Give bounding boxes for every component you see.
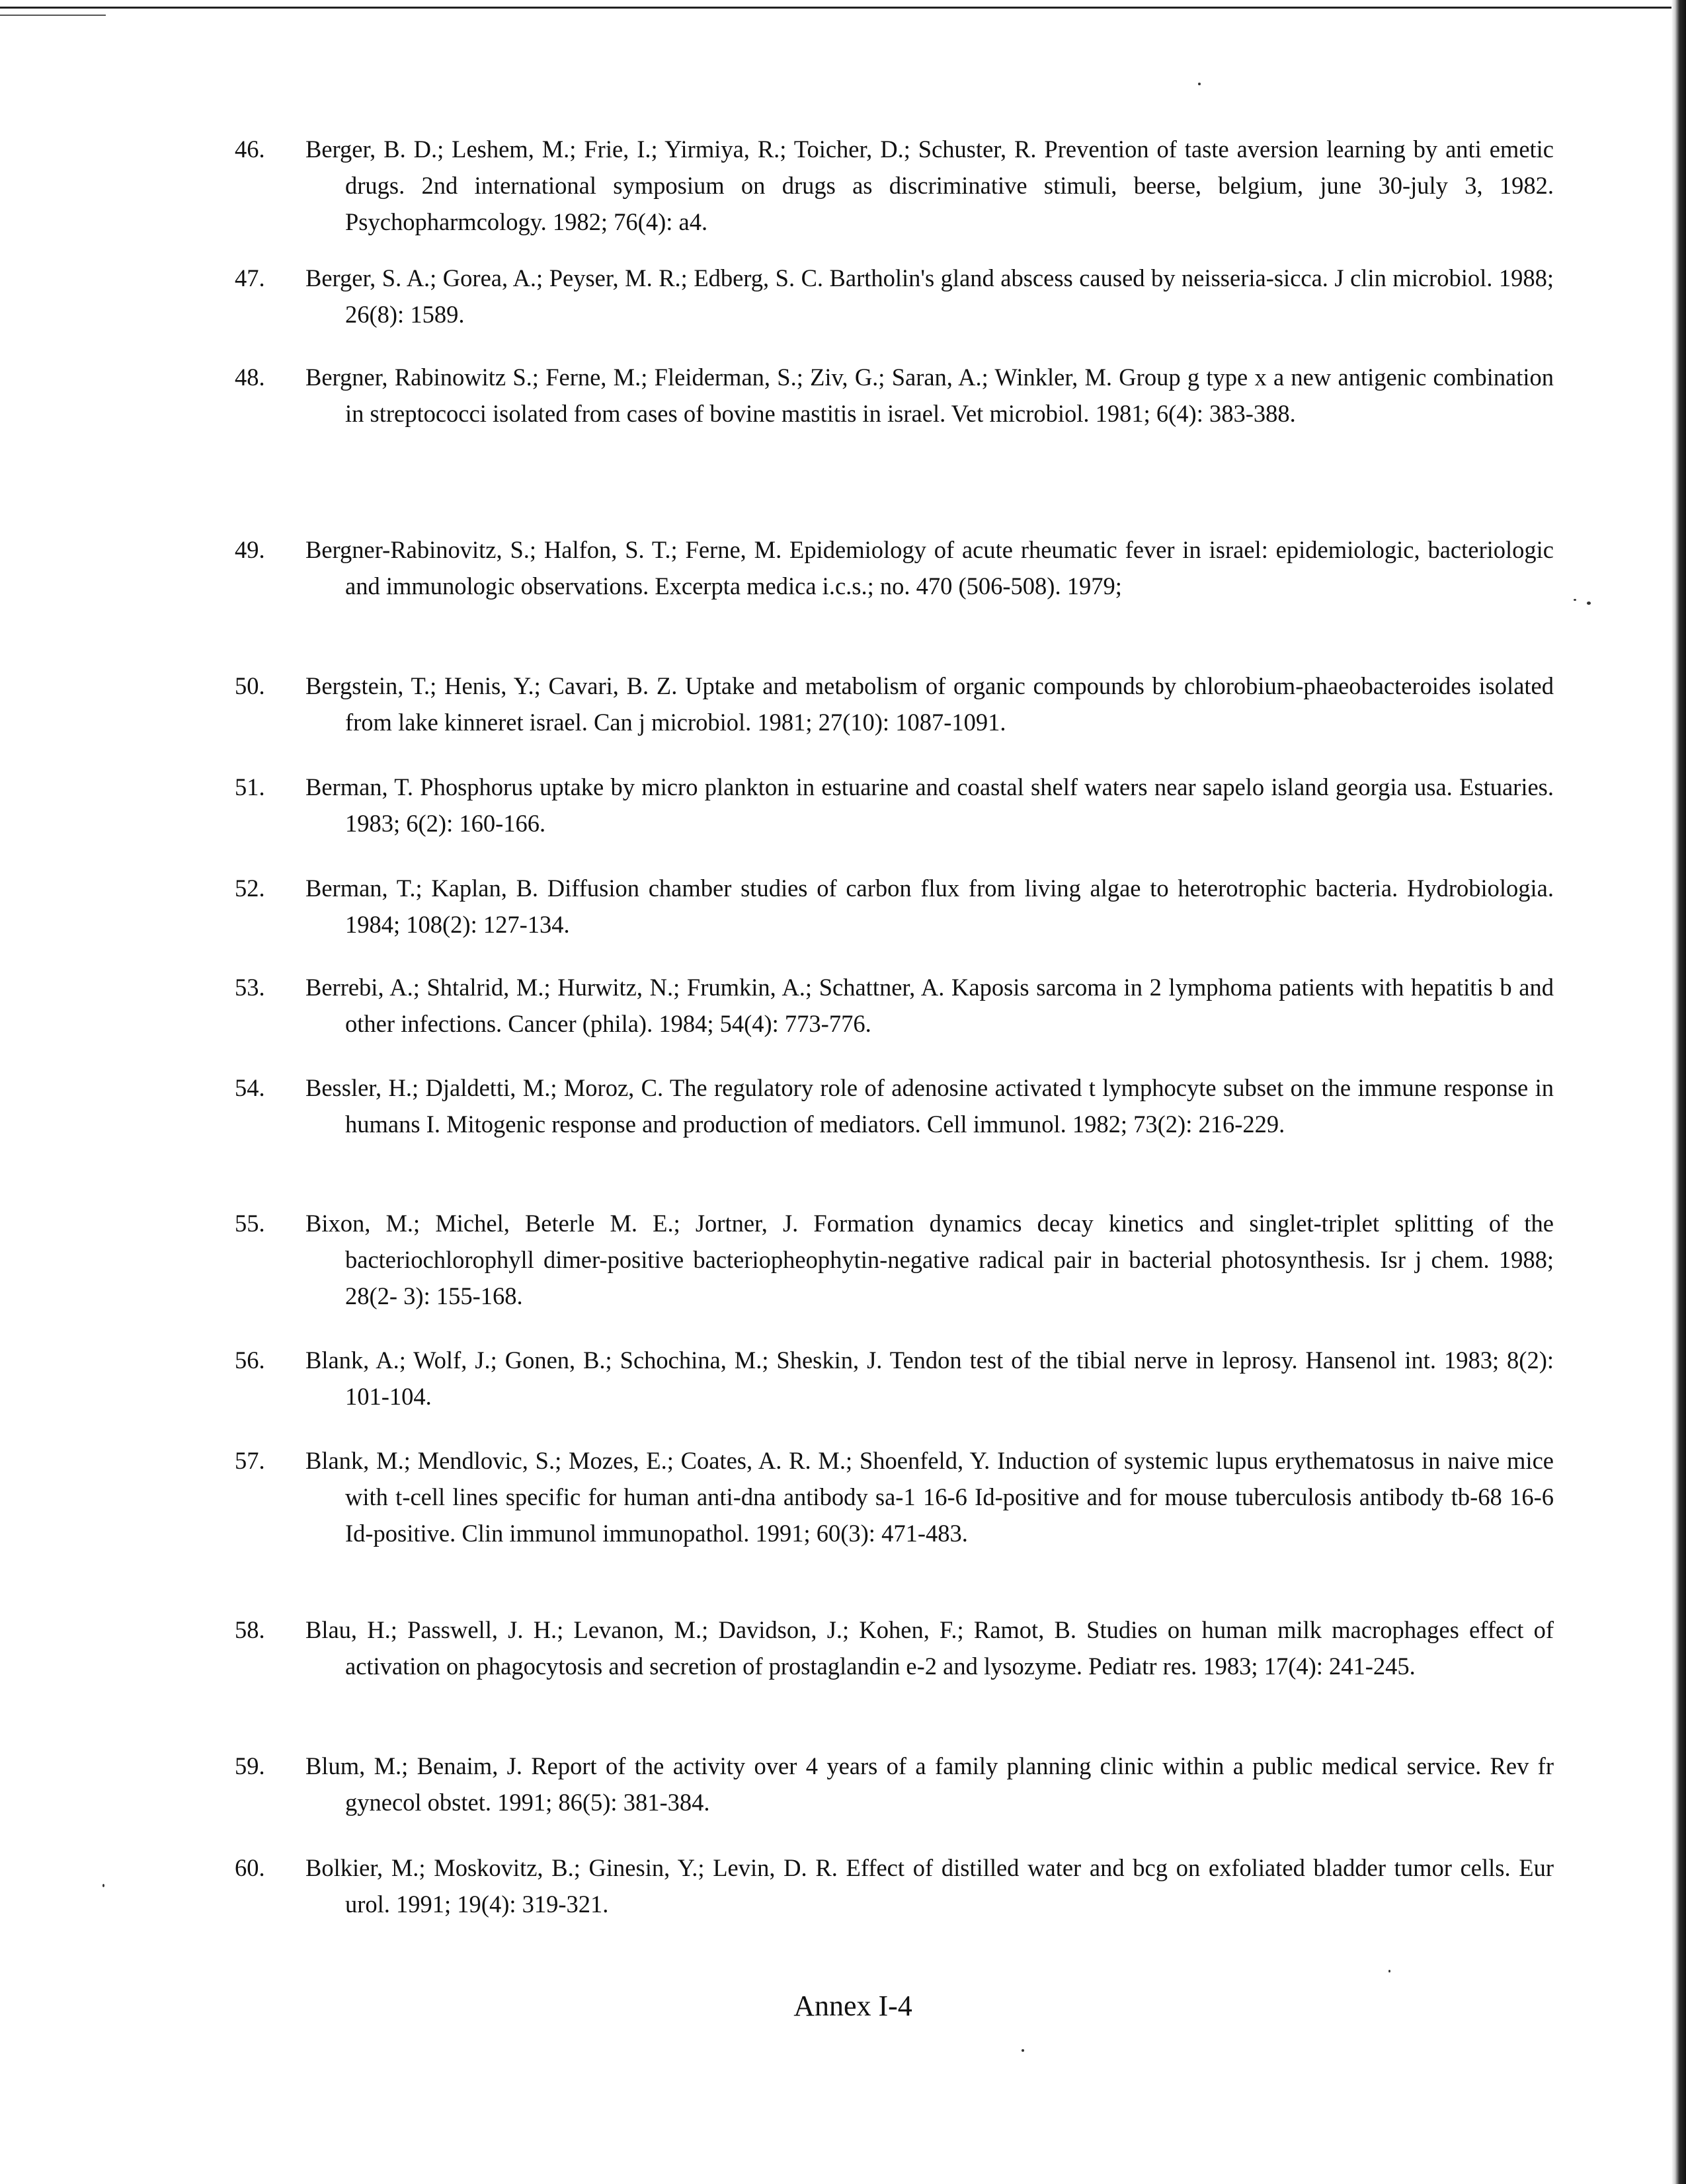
reference-text: Berger, B. D.; Leshem, M.; Frie, I.; Yirmiya, R.; Toicher, D.; Schuster, R. Prevention of taste aversion learning by anti emetic drugs. 2nd international symposium on drugs as discriminative stimuli, beerse, belgium, june 30-july 3, 1982. Psychopharmcology. 1982; 76(4): a4. <box>305 136 1554 235</box>
reference-text: Blank, A.; Wolf, J.; Gonen, B.; Schochina, M.; Sheskin, J. Tendon test of the tibial nerve in leprosy. Hansenol int. 1983; 8(2): 101-104. <box>305 1346 1554 1410</box>
reference-text: Bixon, M.; Michel, Beterle M. E.; Jortner, J. Formation dynamics decay kinetics and singlet-triplet splitting of the bacteriochlorophyll dimer-positive bacteriopheophytin-negative radical pair in bacterial photosynthesis. Isr j chem. 1988; 28(2- 3): 155-168. <box>305 1210 1554 1309</box>
reference-item <box>235 1070 1554 1142</box>
reference-text: Bolkier, M.; Moskovitz, B.; Ginesin, Y.; Levin, D. R. Effect of distilled water and bcg on exfoliated bladder tumor cells. Eur urol. 1991; 19(4): 319-321. <box>305 1854 1554 1918</box>
reference-number: 58. <box>235 1616 265 1643</box>
reference-item <box>235 1442 1554 1551</box>
scan-top-border <box>0 7 1686 9</box>
reference-text: Berrebi, A.; Shtalrid, M.; Hurwitz, N.; Frumkin, A.; Schattner, A. Kaposis sarcoma in 2 lymphoma patients with hepatitis b and other infections. Cancer (phila). 1984; 54(4): 773-776. <box>305 974 1554 1037</box>
reference-text: Bergner-Rabinovitz, S.; Halfon, S. T.; Ferne, M. Epidemiology of acute rheumatic fever in israel: epidemiologic, bacteriologic and immunologic observations. Excerpta medica i.c.s.; no. 470 (506-508). 1979; <box>305 536 1554 600</box>
reference-text: Bergstein, T.; Henis, Y.; Cavari, B. Z. Uptake and metabolism of organic compounds by chlorobium-phaeobacteroides isolated from lake kinneret israel. Can j microbiol. 1981; 27(10): 1087-1091. <box>305 672 1554 736</box>
reference-number: 46. <box>235 136 265 163</box>
reference-number: 50. <box>235 672 265 699</box>
reference-number: 57. <box>235 1447 265 1474</box>
reference-text: Blau, H.; Passwell, J. H.; Levanon, M.; Davidson, J.; Kohen, F.; Ramot, B. Studies on human milk macrophages effect of activation on phagocytosis and secretion of prostaglandin e-2 and lysozyme. Pediatr res. 1983; 17(4): 241-245. <box>305 1616 1554 1680</box>
reference-item <box>235 1205 1554 1314</box>
reference-item <box>235 1748 1554 1820</box>
reference-number: 51. <box>235 773 265 800</box>
scan-speck <box>1574 599 1576 601</box>
scan-right-edge <box>1671 0 1686 2184</box>
reference-text: Berman, T. Phosphorus uptake by micro plankton in estuarine and coastal shelf waters near sapelo island georgia usa. Estuaries. 1983; 6(2): 160-166. <box>305 773 1554 837</box>
scan-speck <box>1022 2049 1024 2052</box>
reference-item <box>235 668 1554 740</box>
page-footer-label: Annex I-4 <box>793 1990 912 2022</box>
reference-number: 48. <box>235 364 265 391</box>
reference-text: Bessler, H.; Djaldetti, M.; Moroz, C. The regulatory role of adenosine activated t lymphocyte subset on the immune response in humans I. Mitogenic response and production of mediators. Cell immunol. 1982; 73(2): 216-229. <box>305 1074 1554 1138</box>
reference-item <box>235 1612 1554 1684</box>
reference-text: Berger, S. A.; Gorea, A.; Peyser, M. R.; Edberg, S. C. Bartholin's gland abscess caused by neisseria-sicca. J clin microbiol. 1988; 26(8): 1589. <box>305 264 1554 328</box>
reference-item <box>235 1342 1554 1415</box>
reference-item <box>235 1850 1554 1922</box>
reference-number: 60. <box>235 1854 265 1881</box>
reference-item <box>235 531 1554 604</box>
reference-number: 59. <box>235 1752 265 1779</box>
scan-speck <box>1388 1970 1390 1972</box>
scan-speck <box>1198 83 1201 85</box>
reference-item <box>235 870 1554 943</box>
reference-text: Bergner, Rabinowitz S.; Ferne, M.; Fleiderman, S.; Ziv, G.; Saran, A.; Winkler, M. Group g type x a new antigenic combination in streptococci isolated from cases of bovine mastitis in israel. Vet microbiol. 1981; 6(4): 383-388. <box>305 364 1554 427</box>
reference-number: 56. <box>235 1346 265 1374</box>
reference-number: 49. <box>235 536 265 563</box>
reference-item <box>235 260 1554 332</box>
scan-speck <box>102 1884 104 1887</box>
reference-number: 54. <box>235 1074 265 1101</box>
reference-number: 52. <box>235 875 265 902</box>
reference-text: Blum, M.; Benaim, J. Report of the activity over 4 years of a family planning clinic within a public medical service. Rev fr gynecol obstet. 1991; 86(5): 381-384. <box>305 1752 1554 1816</box>
reference-item <box>235 769 1554 841</box>
reference-number: 53. <box>235 974 265 1001</box>
reference-item <box>235 131 1554 240</box>
scan-speck <box>1587 602 1591 605</box>
reference-number: 47. <box>235 264 265 292</box>
reference-item <box>235 359 1554 432</box>
reference-item <box>235 969 1554 1042</box>
reference-text: Blank, M.; Mendlovic, S.; Mozes, E.; Coates, A. R. M.; Shoenfeld, Y. Induction of systemic lupus erythematosus in naive mice with t-cell lines specific for human anti-dna antibody sa-1 16-6 Id-positive and for mouse tuberculosis antibody tb-68 16-6 Id-positive. Clin immunol immunopathol. 1991; 60(3): 471-483. <box>305 1447 1554 1547</box>
reference-number: 55. <box>235 1210 265 1237</box>
scan-top-mark <box>0 15 106 16</box>
reference-text: Berman, T.; Kaplan, B. Diffusion chamber studies of carbon flux from living algae to heterotrophic bacteria. Hydrobiologia. 1984; 108(2): 127-134. <box>305 875 1554 938</box>
